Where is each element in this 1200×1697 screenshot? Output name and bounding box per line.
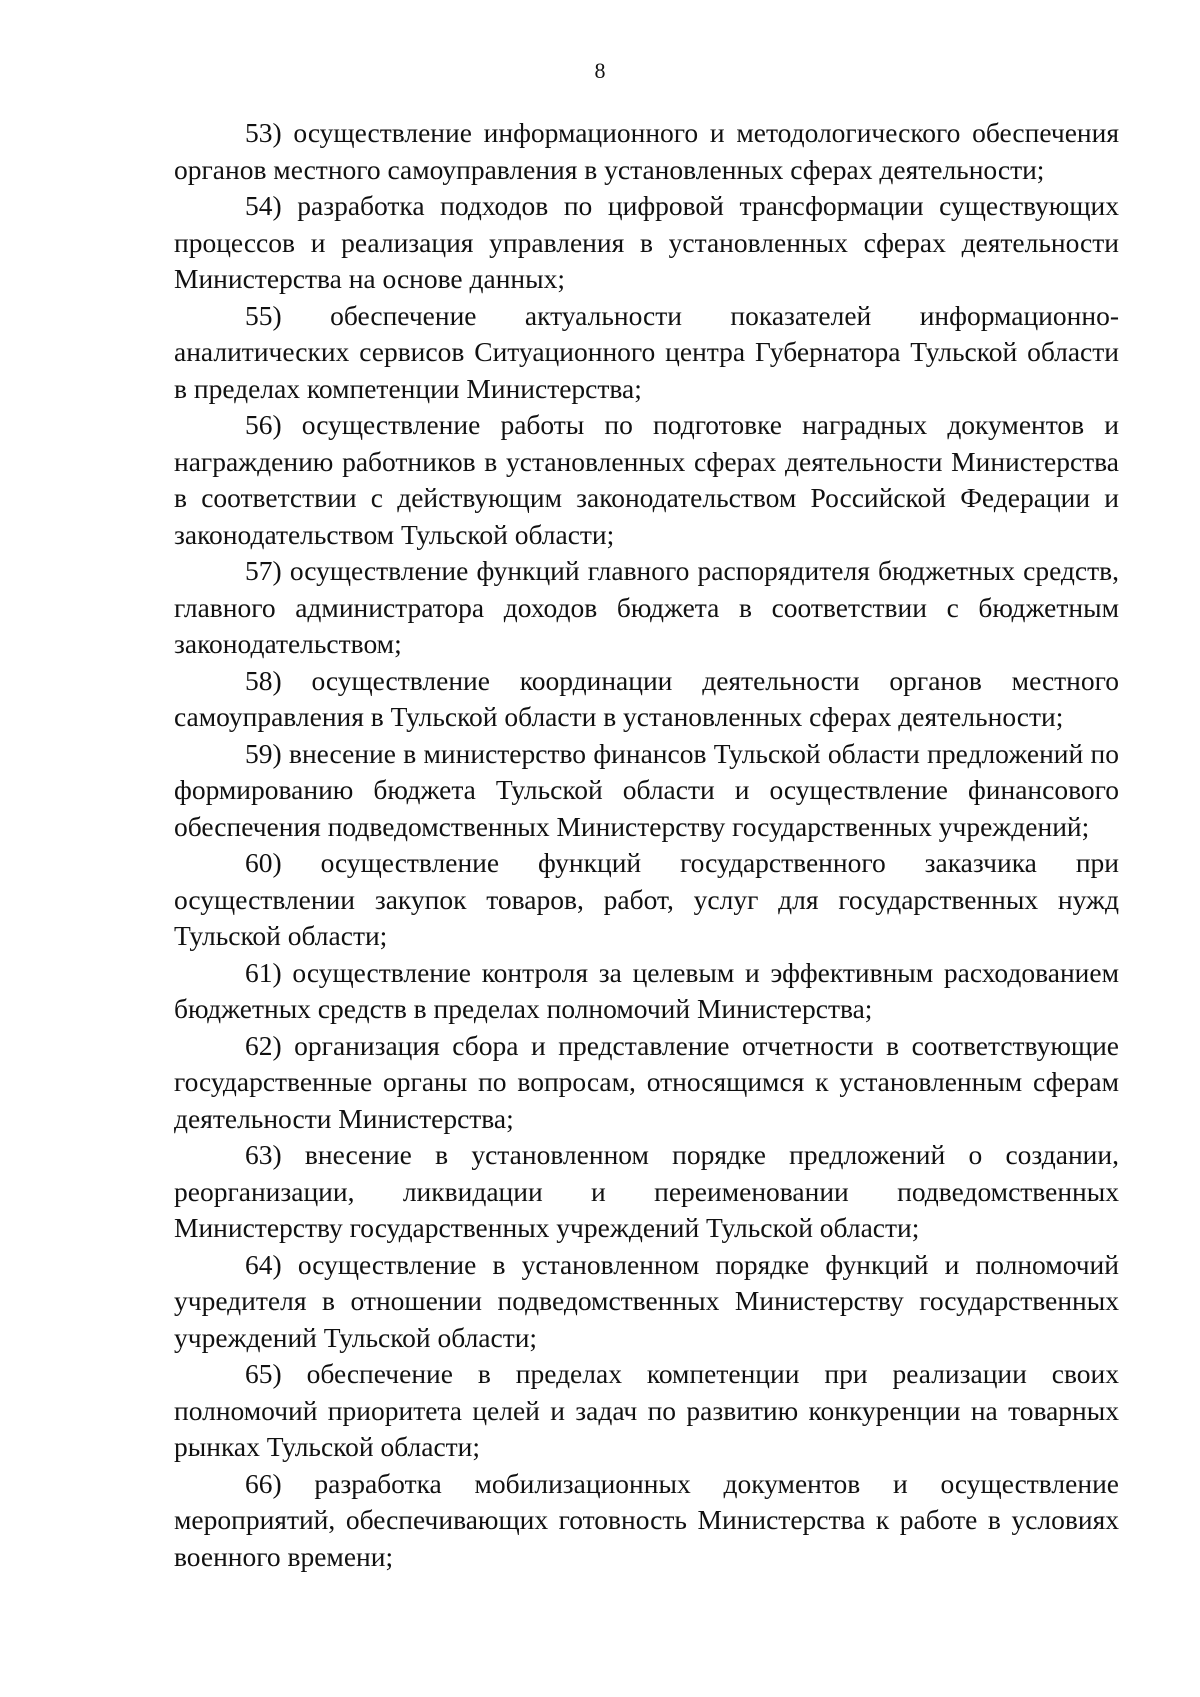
- paragraph-58: 58) осуществление координации деятельности органов местного самоуправления в Тульской области в установленных сферах деятельности;: [174, 664, 1119, 732]
- page-number: 8: [594, 58, 606, 83]
- paragraph-53: 53) осуществление информационного и методологического обеспечения органов местного самоуправления в установленных сферах деятельности;: [174, 117, 1119, 185]
- paragraph-54: 54) разработка подходов по цифровой трансформации существующих процессов и реализация управления в установленных сферах деятельности Министерства на основе данных;: [174, 190, 1119, 294]
- paragraph-59: 59) внесение в министерство финансов Тульской области предложений по формированию бюджета Тульской области и осуществление финансового обеспечения подведомственных Министерству государственных учреждений;: [174, 737, 1119, 842]
- paragraph-65: 65) обеспечение в пределах компетенции при реализации своих полномочий приоритета целей и задач по развитию конкуренции на товарных рынках Тульской области;: [174, 1358, 1119, 1462]
- paragraph-55: 55) обеспечение актуальности показателей информационно-аналитических сервисов Ситуационного центра Губернатора Тульской области в пределах компетенции Министерства;: [174, 299, 1119, 404]
- paragraph-56: 56) осуществление работы по подготовке наградных документов и награждению работников в установленных сферах деятельности Министерства в соответствии с действующим законодательством Российской Федерации и законодательством Тульской области;: [174, 409, 1119, 550]
- paragraph-61: 61) осуществление контроля за целевым и эффективным расходованием бюджетных средств в пределах полномочий Министерства;: [174, 956, 1119, 1024]
- paragraph-63: 63) внесение в установленном порядке предложений о создании, реорганизации, ликвидации и переименовании подведомственных Министерству государственных учреждений Тульской области;: [174, 1139, 1119, 1243]
- document-body: [174, 115, 1119, 1575]
- paragraph-57: 57) осуществление функций главного распорядителя бюджетных средств, главного администратора доходов бюджета в соответствии с бюджетным законодательством;: [174, 555, 1119, 659]
- paragraph-64: 64) осуществление в установленном порядке функций и полномочий учредителя в отношении подведомственных Министерству государственных учреждений Тульской области;: [174, 1248, 1119, 1353]
- paragraph-60: 60) осуществление функций государственного заказчика при осуществлении закупок товаров, работ, услуг для государственных нужд Тульской области;: [174, 847, 1119, 951]
- paragraph-66: 66) разработка мобилизационных документов и осуществление мероприятий, обеспечивающих готовность Министерства к работе в условиях военного времени;: [174, 1467, 1119, 1572]
- paragraph-62: 62) организация сбора и представление отчетности в соответствующие государственные органы по вопросам, относящимся к установленным сферам деятельности Министерства;: [174, 1029, 1119, 1134]
